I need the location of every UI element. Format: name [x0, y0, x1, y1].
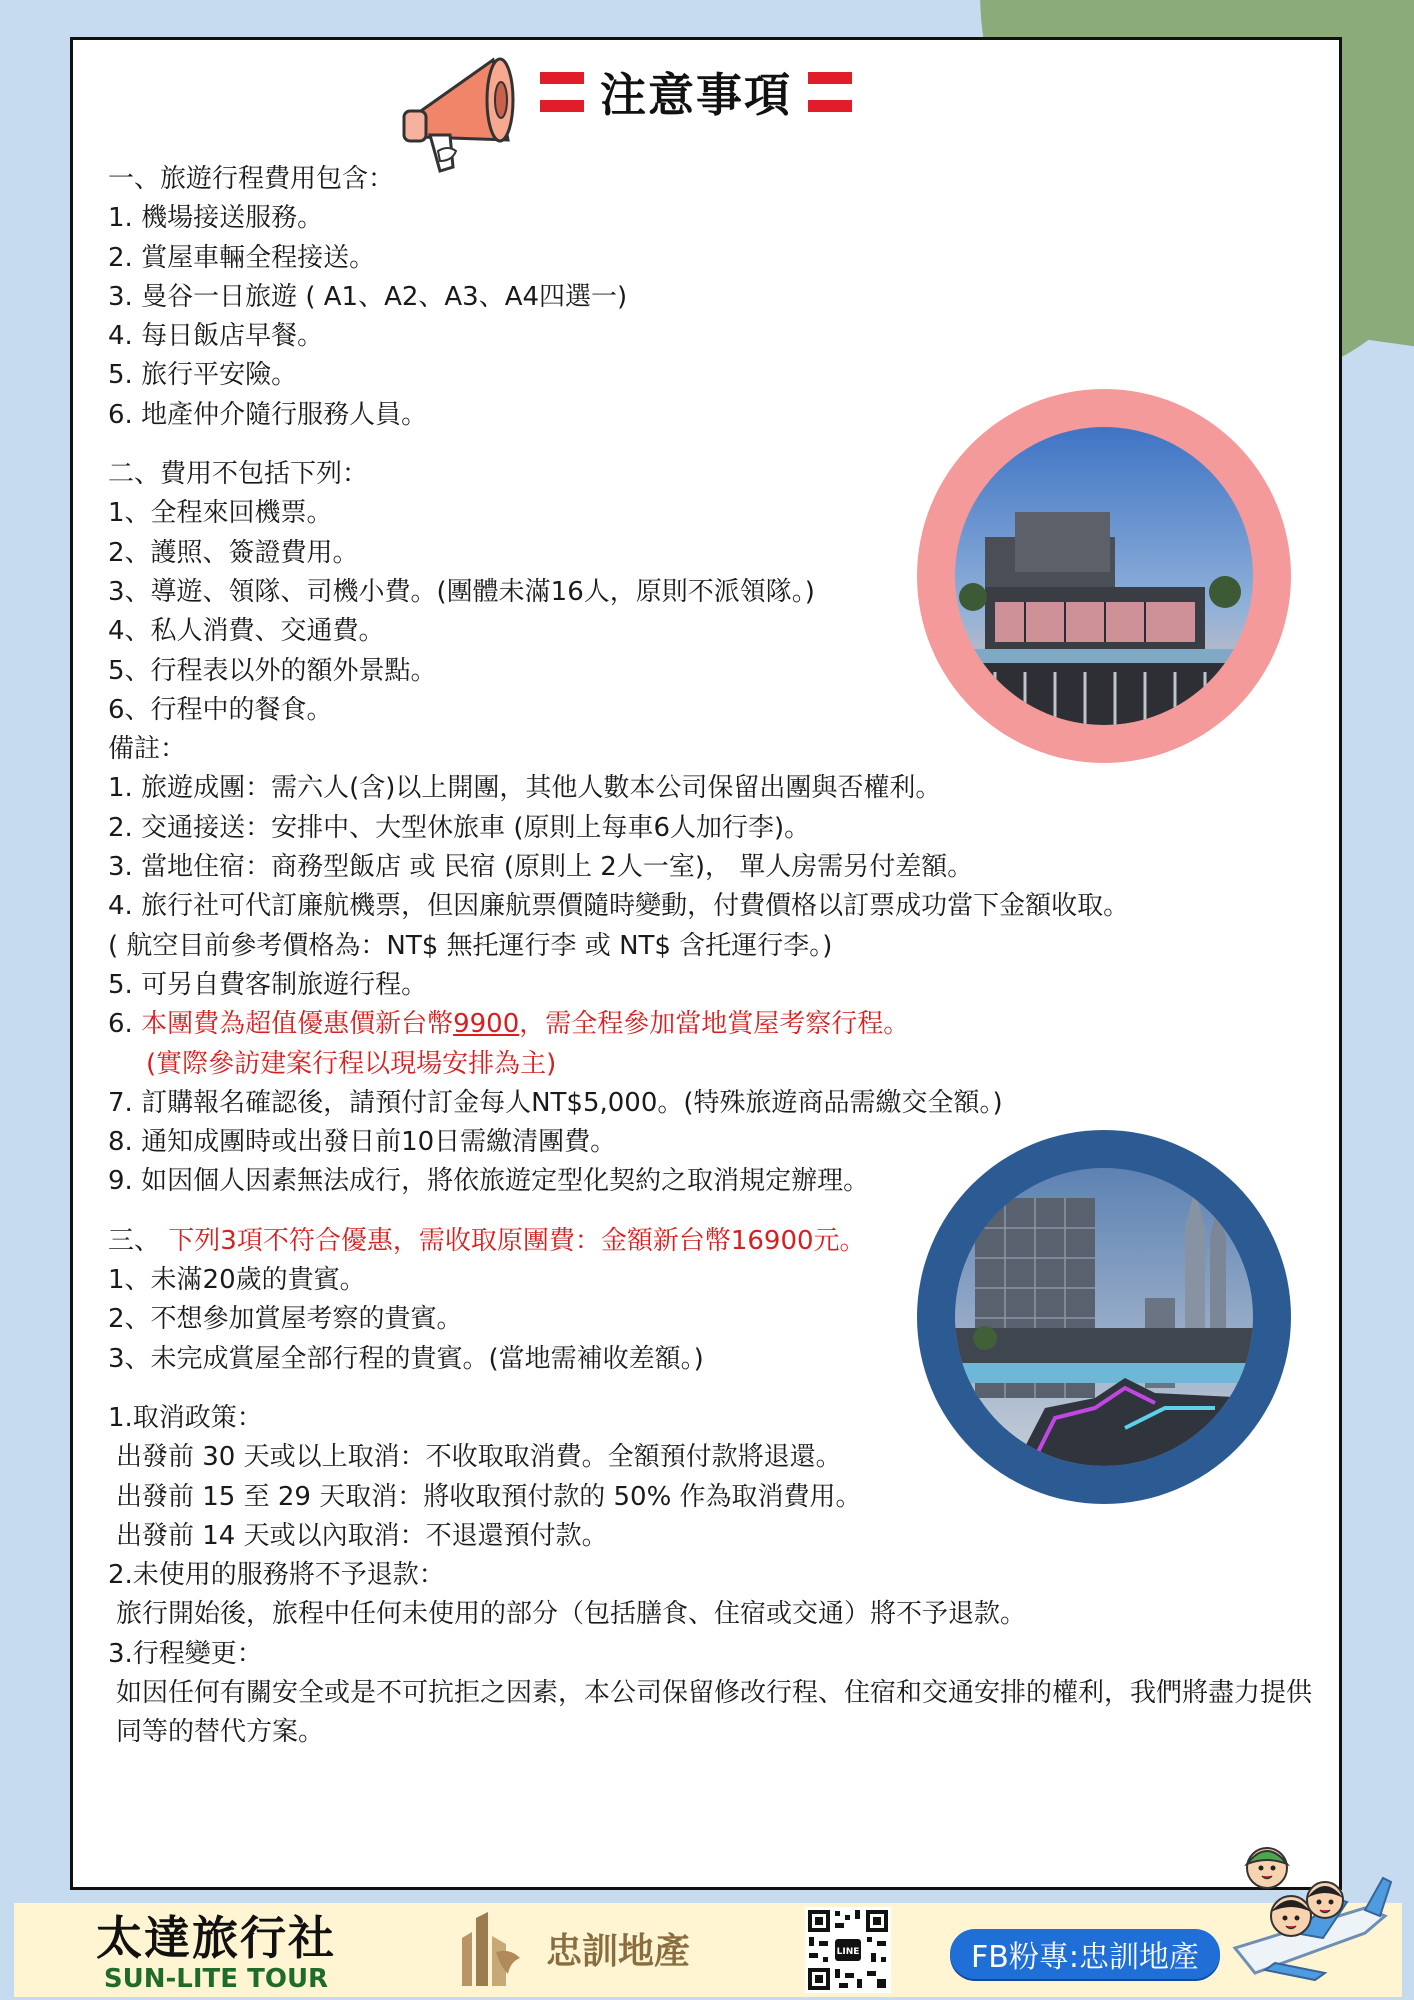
estate-logo [456, 1908, 690, 1988]
list-item: ( 航空目前參考價格為：NT$ 無托運行李 或 NT$ 含托運行李。) [108, 930, 833, 961]
policy-heading: 3.行程變更： [108, 1638, 263, 1669]
list-item: 1、未滿20歲的貴賓。 [108, 1265, 366, 1296]
list-item: 1. 旅遊成團：需六人(含)以上開團，其他人數本公司保留出團與否權利。 [108, 773, 942, 804]
list-item: 1. 機場接送服務。 [108, 203, 324, 234]
building-photo-1 [955, 427, 1253, 725]
flag-bars-left [540, 72, 584, 112]
page-title [540, 60, 852, 124]
megaphone-icon [398, 55, 528, 175]
fb-page-button[interactable]: FB粉專:忠訓地產 [950, 1929, 1220, 1979]
policy-item: 如因任何有關安全或是不可抗拒之因素，本公司保留修改行程、住宿和交通安排的權利，我們將盡力提供同等的替代方案。 [116, 1677, 1313, 1748]
estate-building-icon [456, 1908, 536, 1988]
list-item: 6. 地產仲介隨行服務人員。 [108, 399, 428, 430]
list-item: 2、不想參加賞屋考察的貴賓。 [108, 1304, 463, 1335]
policy-item: 出發前 14 天或以內取消：不退還預付款。 [116, 1520, 608, 1551]
remarks-heading: 備註： [108, 734, 187, 765]
list-item: 5、行程表以外的額外景點。 [108, 655, 437, 686]
policy-heading: 1.取消政策： [108, 1402, 263, 1433]
kids-airplane-illustration [1215, 1838, 1395, 1998]
price-item-prefix: 6. [108, 1009, 142, 1040]
list-item: 6、行程中的餐食。 [108, 694, 333, 725]
price-item-text-tail: ，需全程參加當地賞屋考察行程。 [519, 1009, 910, 1040]
list-item: 8. 通知成團時或出發日前10日需繳清團費。 [108, 1127, 617, 1158]
surcharge-text: 下列3項不符合優惠，需收取原團費：金額新台幣16900元。 [168, 1225, 866, 1256]
excluded-heading: 二、費用不包括下列： [108, 459, 369, 490]
list-item: 5. 可另自費客制旅遊行程。 [108, 969, 428, 1000]
list-item: 3、導遊、領隊、司機小費。(團體未滿16人，原則不派領隊。) [108, 576, 815, 607]
surcharge-prefix: 三、 [108, 1225, 161, 1256]
list-item: 1、全程來回機票。 [108, 498, 333, 529]
list-item: 3、未完成賞屋全部行程的貴賓。(當地需補收差額。) [108, 1343, 704, 1374]
building-photo-2 [955, 1168, 1253, 1466]
title-text: 注意事項 [600, 68, 792, 122]
policy-item: 出發前 15 至 29 天取消：將收取預付款的 50% 作為取消費用。 [116, 1481, 862, 1512]
list-item: 2. 賞屋車輛全程接送。 [108, 242, 376, 273]
list-item: 7. 訂購報名確認後，請預付訂金每人NT$5,000。(特殊旅遊商品需繳交全額。) [108, 1087, 1003, 1118]
price-item [108, 1005, 1323, 1044]
included-heading: 一、旅遊行程費用包含： [108, 164, 395, 194]
price-item-note: (實際參訪建案行程以現場安排為主) [146, 1048, 557, 1079]
list-item: 5. 旅行平安險。 [108, 360, 298, 391]
list-item: 4. 每日飯店早餐。 [108, 321, 324, 352]
agency-logo [96, 1902, 336, 1994]
agency-name: 太達旅行社 [96, 1911, 336, 1965]
estate-name: 忠訓地產 [546, 1930, 691, 1972]
list-item: 4. 旅行社可代訂廉航機票，但因廉航票價隨時變動，付費價格以訂票成功當下金額收取。 [108, 891, 1130, 922]
policy-item: 出發前 30 天或以上取消：不收取取消費。全額預付款將退還。 [116, 1442, 842, 1473]
list-item: 2、護照、簽證費用。 [108, 537, 359, 568]
list-item: 3. 曼谷一日旅遊 ( A1、A2、A3、A4四選一) [108, 281, 628, 312]
policy-heading: 2.未使用的服務將不予退款： [108, 1560, 445, 1591]
flag-bars-right [808, 72, 852, 112]
price-value: 9900 [453, 1009, 520, 1040]
policy-item: 旅行開始後，旅程中任何未使用的部分（包括膳食、住宿或交通）將不予退款。 [116, 1599, 1027, 1630]
agency-name-en: SUN-LITE TOUR [103, 1964, 329, 1994]
list-item: 3. 當地住宿：商務型飯店 或 民宿 (原則上 2人一室)， 單人房需另付差額。 [108, 852, 974, 883]
list-item: 2. 交通接送：安排中、大型休旅車 (原則上每車6人加行李)。 [108, 812, 811, 843]
price-item-text: 本團費為超值優惠價新台幣 [141, 1009, 454, 1040]
list-item: 4、私人消費、交通費。 [108, 616, 385, 647]
line-qr-code[interactable] [805, 1907, 891, 1993]
list-item: 9. 如因個人因素無法成行，將依旅遊定型化契約之取消規定辦理。 [108, 1166, 870, 1197]
qr-label: LINE [836, 1947, 860, 1957]
